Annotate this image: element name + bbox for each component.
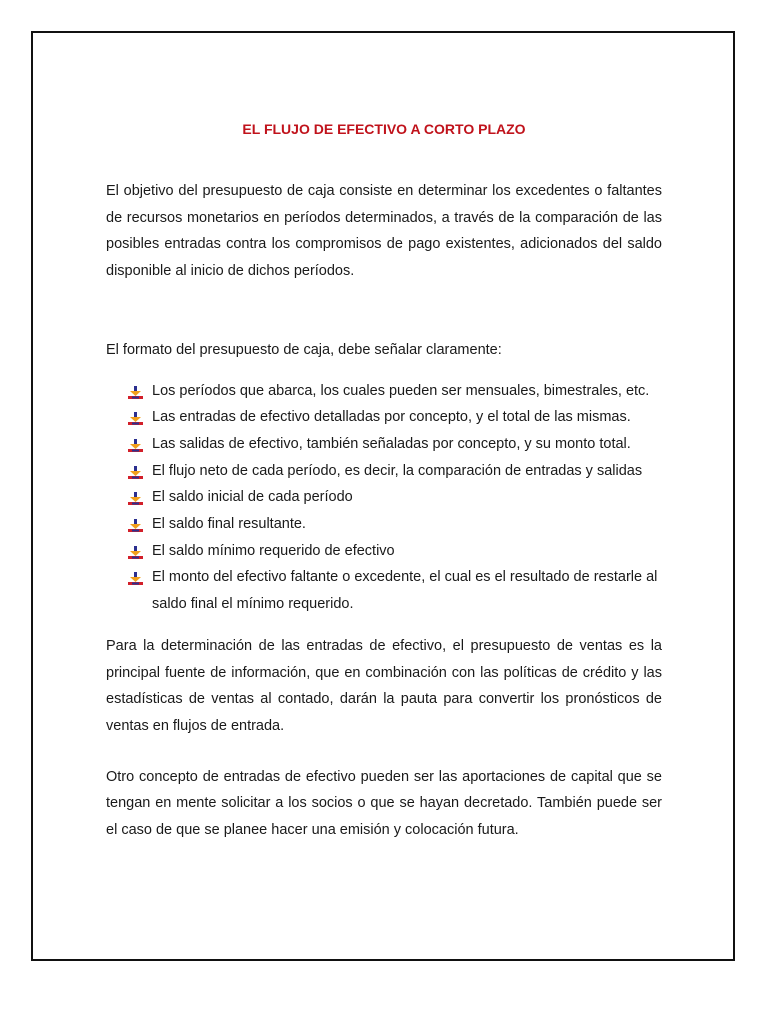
down-arrow-bullet-icon <box>128 466 143 479</box>
list-item <box>128 431 662 458</box>
down-arrow-bullet-icon <box>128 386 143 399</box>
bullet-text: Las salidas de efectivo, también señaladas por concepto, y su monto total. <box>152 435 631 452</box>
bullet-text: El saldo inicial de cada período <box>152 489 353 506</box>
list-item <box>128 378 662 405</box>
down-arrow-bullet-icon <box>128 412 143 425</box>
down-arrow-bullet-icon <box>128 519 143 532</box>
bullet-list <box>106 378 662 618</box>
bullet-text: El saldo final resultante. <box>152 516 306 533</box>
list-item <box>128 564 662 617</box>
down-arrow-bullet-icon <box>128 439 143 452</box>
bullet-text: El flujo neto de cada período, es decir, la comparación de entradas y salidas <box>152 462 643 479</box>
list-item <box>128 458 662 485</box>
down-arrow-bullet-icon <box>128 546 143 559</box>
paragraph-capital-contributions: Otro concepto de entradas de efectivo pueden ser las aportaciones de capital que se tengan en mente solicitar a los socios o que se hayan decretado. También puede ser el caso de que se planee hacer una emisión y colocación futura. <box>106 768 662 839</box>
document-body <box>106 119 662 844</box>
down-arrow-bullet-icon <box>128 492 143 505</box>
bullet-text: El monto del efectivo faltante o excedente, el cual es el resultado de restarle al saldo final el mínimo requerido. <box>152 569 658 613</box>
paragraph-format-intro: El formato del presupuesto de caja, debe señalar claramente: <box>106 341 502 358</box>
list-item <box>128 511 662 538</box>
list-item <box>128 404 662 431</box>
paragraph-cash-inflows: Para la determinación de las entradas de efectivo, el presupuesto de ventas es la principal fuente de información, que en combinación con las políticas de crédito y las estadísticas de ventas al contado, darán la pauta para convertir los pronósticos de ventas en flujos de entrada. <box>106 637 662 734</box>
bullet-text: Los períodos que abarca, los cuales pueden ser mensuales, bimestrales, etc. <box>152 382 650 399</box>
document-title: EL FLUJO DE EFECTIVO A CORTO PLAZO <box>242 121 526 137</box>
down-arrow-bullet-icon <box>128 572 143 585</box>
bullet-text: Las entradas de efectivo detalladas por concepto, y el total de las mismas. <box>152 409 631 426</box>
list-item <box>128 538 662 565</box>
list-item <box>128 484 662 511</box>
paragraph-objective: El objetivo del presupuesto de caja consiste en determinar los excedentes o faltantes de recursos monetarios en períodos determinados, a través de la comparación de las posibles entradas contra los compromisos de pago existentes, adicionados del saldo disponible al inicio de dichos períodos. <box>106 183 662 280</box>
bullet-text: El saldo mínimo requerido de efectivo <box>152 542 395 559</box>
